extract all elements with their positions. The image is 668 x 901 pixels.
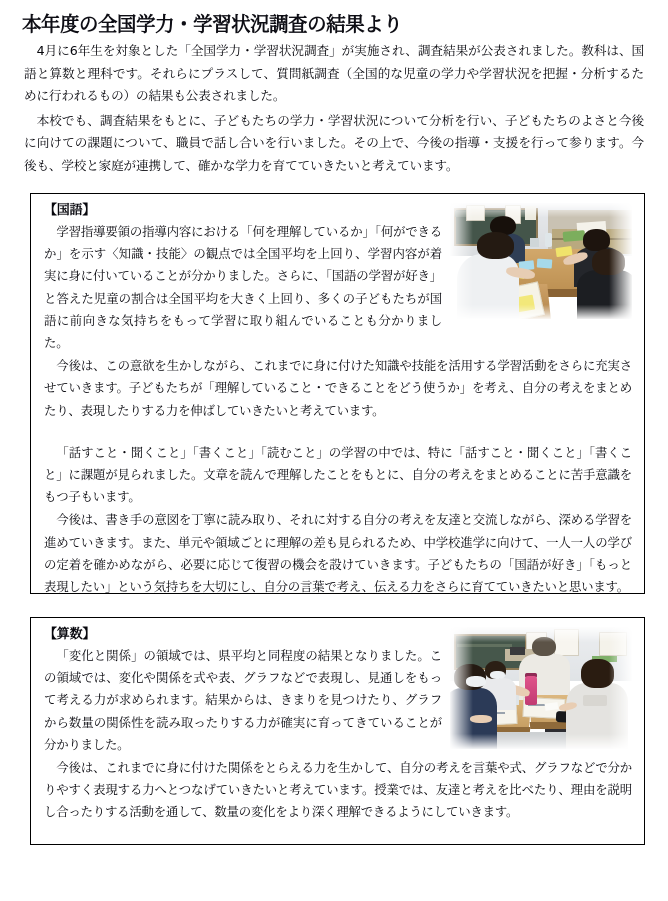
subject-box-sansu: [30, 617, 645, 845]
intro-paragraph-1: 4月に6年生を対象とした「全国学力・学習状況調査」が実施され、調査結果が公表されました。教科は、国語と算数と理科です。それらにプラスして、質問紙調査（全国的な児童の学力や学習状況を把握・分析するために行われるもの）の結果も公表されました。: [24, 43, 644, 104]
kokugo-paragraph-2: 今後は、この意欲を生かしながら、これまでに身に付けた知識や技能を活用する学習活動をさらに充実させていきます。子どもたちが「理解していること・できることをどう使うか」を考え、自分の考えをまとめたり、表現したりする力を伸ばしていきたいと考えています。: [44, 358, 632, 418]
classroom-photo-sansu: [450, 627, 632, 749]
intro-section: [24, 40, 644, 180]
kokugo-paragraph-4: 今後は、書き手の意図を丁寧に読み取り、それに対する自分の考えを友達と交流しながら、深める学習を進めていきます。また、単元や領域ごとに理解の差も見られるため、中学校進学に向けて、一人一人の学びの定着を確かめながら、必要に応じて復習の機会を設けていきます。子どもたちの「国語が好き」「もっと表現したい」という気持ちを大切にし、自分の言葉で考え、伝える力をさらに育てていきたいと思います。: [44, 512, 632, 595]
subject-box-kokugo: [30, 193, 645, 594]
subject-heading-kokugo: 【国語】: [44, 203, 96, 218]
sansu-paragraph-1: 「変化と関係」の領域では、県平均と同程度の結果となりました。この領域では、変化や関係を式や表、グラフなどで表現し、見通しをもって考える力が求められます。結果からは、きまりを見つけたり、グラフから数量の関係性を読み取ったりする力が確実に育ってきていることが分かりました。: [44, 648, 442, 752]
classroom-photo-kokugo: [450, 203, 632, 319]
subject-heading-sansu: 【算数】: [44, 627, 96, 642]
sansu-paragraph-2: 今後は、これまでに身に付けた関係をとらえる力を生かして、自分の考えを言葉や式、グラフなどで分かりやすく表現する力へとつなげていきたいと考えています。授業では、友達と考えを比べたり、理由を説明し合ったりする活動を通して、数量の変化をより深く理解できるようにしていきます。: [44, 760, 632, 820]
kokugo-paragraph-1: 学習指導要領の指導内容における「何を理解しているか」「何ができるか」を示す〈知識・技能〉の観点では全国平均を上回り、学習内容が着実に身に付いていることが分かりました。さらに、「国語の学習が好き」と答えた児童の割合は全国平均を大きく上回り、多くの子どもたちが国語に前向きな気持ちをもって学習に取り組んでいることも分かりました。: [44, 224, 442, 351]
kokugo-paragraph-3: 「話すこと・聞くこと」「書くこと」「読むこと」の学習の中では、特に「話すこと・聞くこと」「書くこと」に課題が見られました。文章を読んで理解したことをもとに、自分の考えをまとめることに苦手意識をもつ子もいます。: [44, 444, 632, 505]
intro-paragraph-2: 本校でも、調査結果をもとに、子どもたちの学力・学習状況について分析を行い、子どもたちのよさと今後に向けての課題について、職員で話し合いを行いました。その上で、今後の指導・支援を行って参ります。今後も、学校と家庭が連携して、確かな学力を育てていきたいと考えています。: [24, 112, 644, 173]
page-title: 本年度の全国学力・学習状況調査の結果より: [22, 12, 403, 36]
